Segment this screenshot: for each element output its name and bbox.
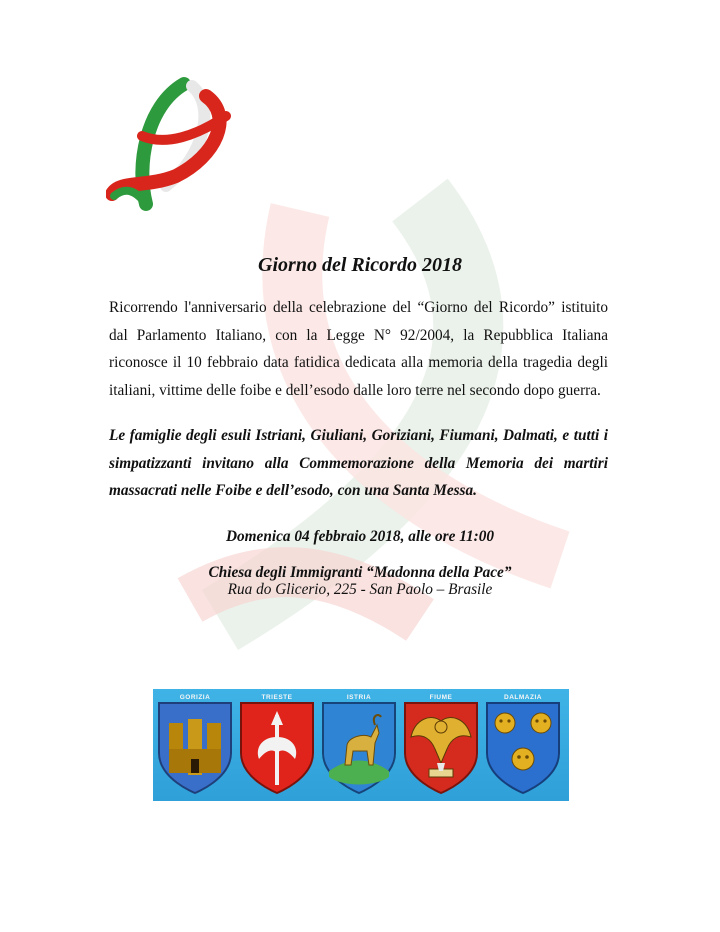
crest-label: ISTRIA bbox=[346, 694, 372, 701]
crests-strip bbox=[153, 689, 569, 801]
crest-label: GORIZIA bbox=[179, 694, 211, 701]
church-name: Chiesa degli Immigranti “Madonna della Pace” bbox=[208, 564, 512, 581]
crest-label: TRIESTE bbox=[261, 694, 293, 701]
crest-trieste bbox=[237, 693, 317, 797]
crest-fiume bbox=[401, 693, 481, 797]
crest-dalmazia bbox=[483, 693, 563, 797]
crest-gorizia bbox=[155, 693, 235, 797]
church-address: Rua do Glicerio, 225 - San Paolo – Brasile bbox=[227, 581, 493, 598]
leopards-crest-icon bbox=[483, 693, 563, 797]
page-title: Giorno del Ricordo 2018 bbox=[258, 254, 462, 276]
intro-paragraph: Ricorrendo l'anniversario della celebrazione del “Giorno del Ricordo” istituito dal Parlamento Italiano, con la Legge N° 92/2004, la Repubblica Italiana riconosce il 10 febbraio data fatidica dedicata alla memoria della tragedia degli italiani, vittime delle foibe e dell’esodo dalle loro terre nel secondo dopo guerra. bbox=[109, 299, 608, 399]
invitation-paragraph: Le famiglie degli esuli Istriani, Giuliani, Goriziani, Fiumani, Dalmati, e tutti i simpatizzanti invitano alla Commemorazione della Memoria dei martiri massacrati nelle Foibe e dell’esodo, con una Santa Messa. bbox=[109, 427, 608, 499]
halberd-crest-icon bbox=[237, 693, 317, 797]
tricolor-ribbon-icon bbox=[106, 76, 246, 214]
crest-label: FIUME bbox=[429, 694, 453, 701]
goat-crest-icon bbox=[319, 693, 399, 797]
crest-label: DALMAZIA bbox=[504, 694, 542, 701]
crest-istria bbox=[319, 693, 399, 797]
event-date: Domenica 04 febbraio 2018, alle ore 11:00 bbox=[225, 528, 495, 545]
castle-crest-icon bbox=[155, 693, 235, 797]
eagle-crest-icon bbox=[401, 693, 481, 797]
